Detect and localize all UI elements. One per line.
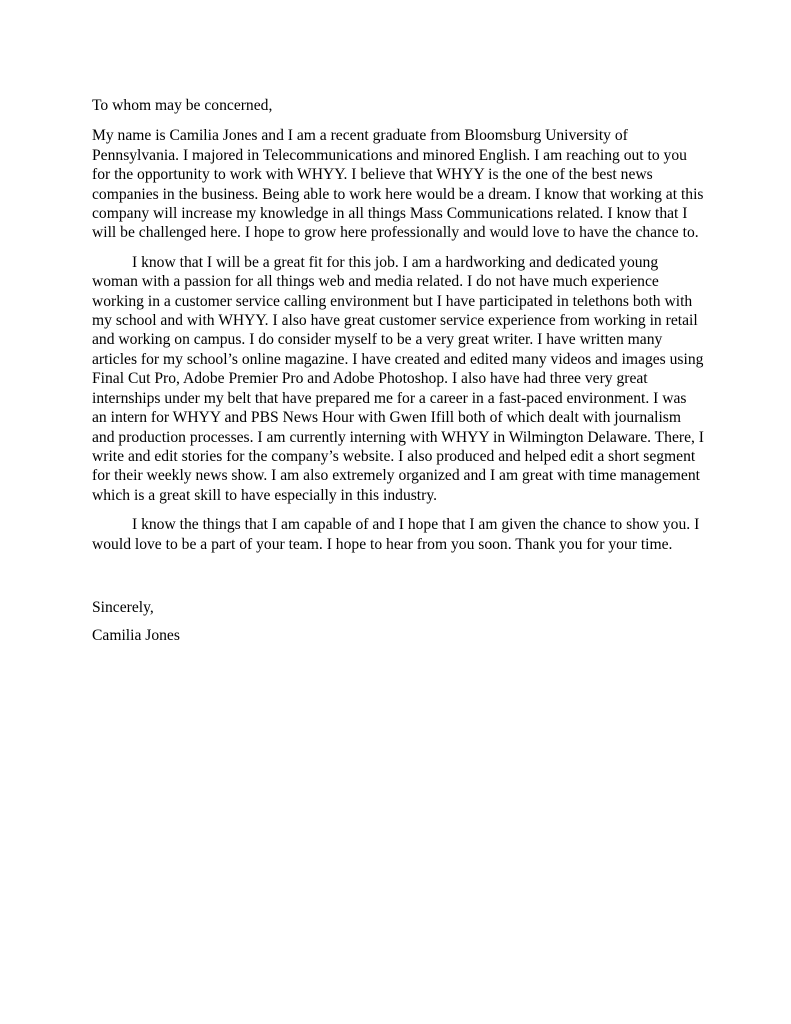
body-paragraph-intro: My name is Camilia Jones and I am a recent graduate from Bloomsburg University of Pennsylvania. I majored in Telecommunications and minored English. I am reaching out to you for the opportunity to work with WHYY. I believe that WHYY is the one of the best news companies in the business. Being able to work here would be a dream. I know that working at this company will increase my knowledge in all things Mass Communications related. I know that I will be challenged here. I hope to grow here professionally and would love to have the chance to.: [92, 127, 704, 242]
salutation: To whom may be concerned,: [92, 97, 273, 114]
closing: Sincerely,: [92, 598, 154, 616]
signature: Camilia Jones: [92, 627, 180, 645]
body-paragraph-conclusion: I know the things that I am capable of and I hope that I am given the chance to show you. I would love to be a part of your team. I hope to hear from you soon. Thank you for your time.: [92, 516, 700, 553]
body-paragraph-experience: I know that I will be a great fit for this job. I am a hardworking and dedicated young woman with a passion for all things web and media related. I do not have much experience working in a customer service calling environment but I have participated in telethons both with my school and with WHYY. I also have great customer service experience from working in retail and working on campus. I do consider myself to be a very great writer. I have written many articles for my school’s online magazine. I have created and edited many videos and images using Final Cut Pro, Adobe Premier Pro and Adobe Photoshop. I also have had three very great internships under my belt that have prepared me for a career in a fast-paced environment. I was an intern for WHYY and PBS News Hour with Gwen Ifill both of which dealt with journalism and production processes. I am currently interning with WHYY in Wilmington Delaware. There, I write and edit stories for the company’s website. I also produced and helped edit a short segment for their weekly news show. I am also extremely organized and I am great with time management which is a great skill to have especially in this industry.: [92, 253, 704, 504]
